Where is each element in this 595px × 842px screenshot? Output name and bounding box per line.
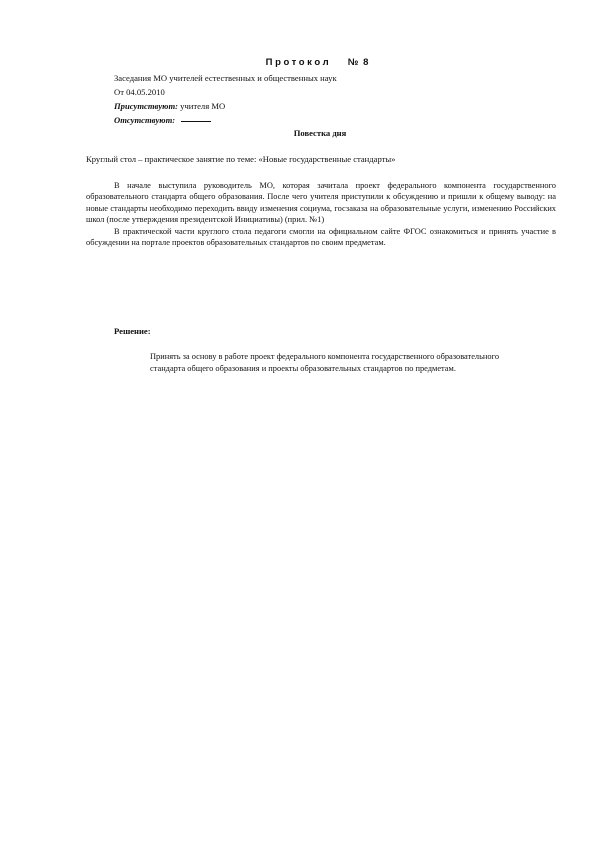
agenda-topic: Круглый стол – практическое занятие по теме: «Новые государственные стандарты» <box>86 154 396 164</box>
present-label: Присутствуют: <box>114 101 178 111</box>
decision-label: Решение: <box>114 326 151 336</box>
protocol-number: № 8 <box>347 57 370 68</box>
decision-text: Принять за основу в работе проект федерального компонента государственного образовательного стандарта общего образования и проекты образовательных стандартов по предметам. <box>150 352 500 373</box>
absent-dash <box>181 121 211 122</box>
protocol-title-word: Протокол <box>265 57 332 68</box>
body-paragraph-2: В практической части круглого стола педагоги смогли на официальном сайте ФГОС ознакомиться и принять участие в обсуждении на портале проектов образовательных стандартов по своим предметам. <box>86 226 556 248</box>
present-line <box>114 99 337 113</box>
protocol-header <box>114 71 337 127</box>
protocol-title <box>0 57 595 68</box>
agenda-title: Повестка дня <box>293 128 347 138</box>
meeting-body <box>86 180 556 248</box>
present-value: учителя МО <box>178 101 226 111</box>
absent-line <box>114 113 337 127</box>
body-paragraph-1: В начале выступила руководитель МО, которая зачитала проект федерального компонента государственного образовательного стандарта общего образования. После чего учителя приступили к обсуждению и пришли к общему выводу: на новые стандарты необходимо переходить ввиду изменения социума, госзаказа на образовательные услуги, изменению Российских школ (после утверждения президентской Инициативы) (прил. №1) <box>86 181 556 225</box>
date-line: От 04.05.2010 <box>114 87 165 97</box>
meeting-line: Заседания МО учителей естественных и общественных наук <box>114 73 337 83</box>
absent-label: Отсутствуют: <box>114 115 176 125</box>
